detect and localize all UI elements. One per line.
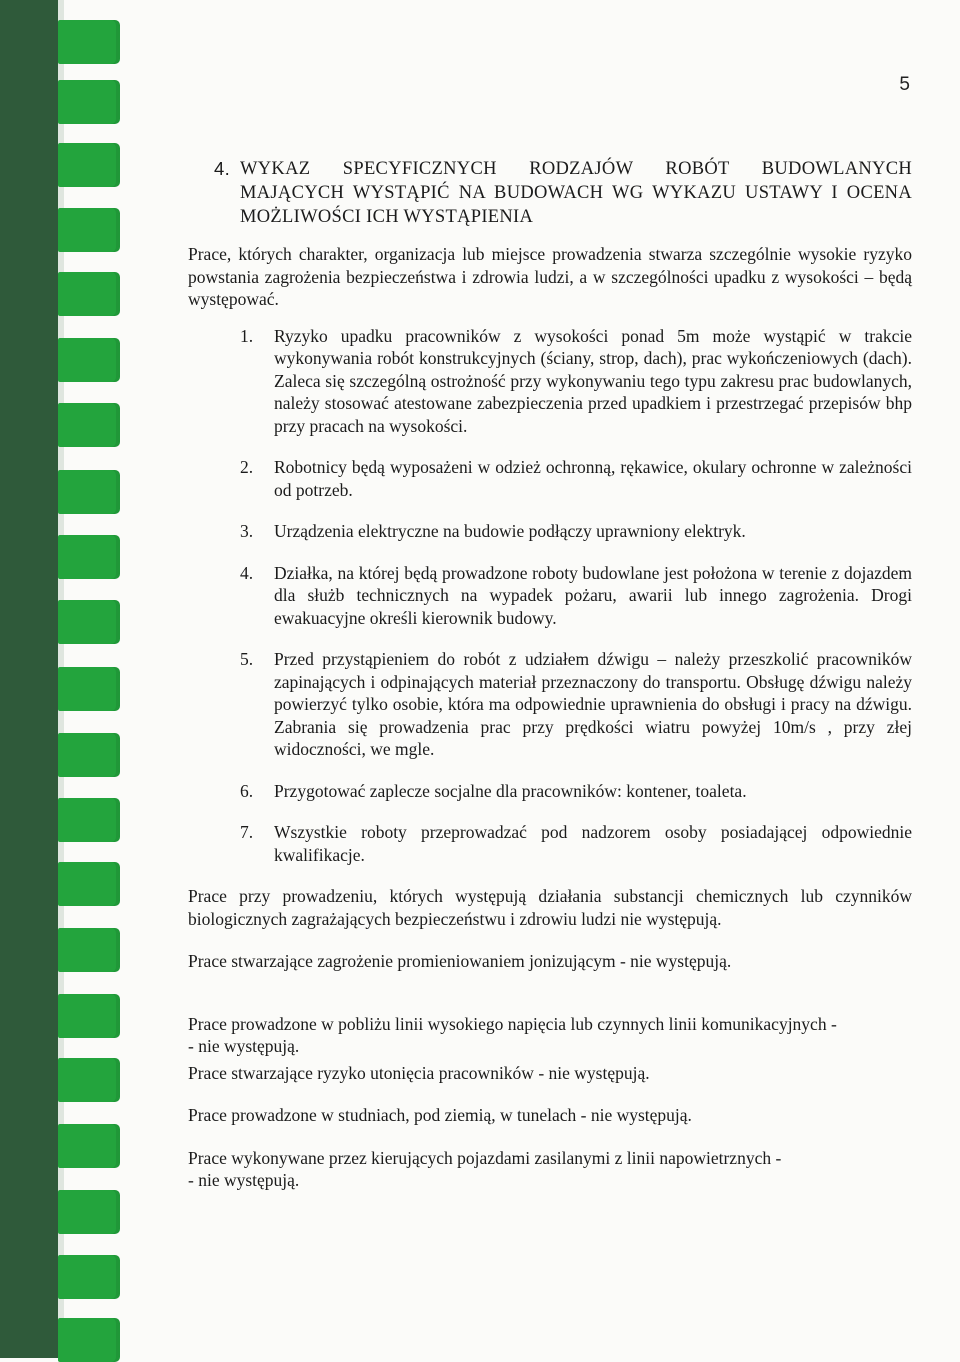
intro-paragraph: Prace, których charakter, organizacja lub miejsce prowadzenia stwarza szczególnie wysokie ryzyko powstania zagrożenia bezpieczeństwa i zdrowia ludzi, a w szczególności upadku z wysokości – będą występować. (188, 244, 912, 309)
vehicles-paragraph (188, 1147, 912, 1192)
list-item-text: Przygotować zaplecze socjalne dla pracowników: kontener, toaleta. (274, 780, 747, 801)
binding-tooth (58, 1190, 120, 1234)
list-item-number: 4. (240, 562, 254, 583)
binding-tooth (58, 80, 120, 124)
binding-tooth (58, 667, 120, 711)
power-lines-paragraph (188, 1013, 912, 1058)
binding-tooth (58, 20, 120, 64)
list-item-text: Działka, na której będą prowadzone roboty budowlane jest położona w terenie z dojazdem dla służb technicznych na wypadek pożaru, awarii lub innego zagrożenia. Drogi ewakuacyjne określi kierownik budowy. (274, 562, 912, 628)
binding-tooth (58, 862, 120, 906)
power-lines-line: Prace prowadzone w pobliżu linii wysokiego napięcia lub czynnych linii komunikacyjnych - (188, 1013, 837, 1034)
drowning-hazard-paragraph: Prace stwarzające ryzyko utonięcia pracowników - nie występują. (188, 1062, 650, 1083)
list-item (240, 821, 912, 866)
underground-work-paragraph: Prace prowadzone w studniach, pod ziemią, w tunelach - nie występują. (188, 1105, 692, 1125)
list-item-number: 1. (240, 325, 254, 346)
binding-tooth (58, 1058, 120, 1102)
binding-tooth (58, 798, 120, 842)
list-item (240, 520, 912, 543)
binding-tooth (58, 994, 120, 1038)
list-item-number: 3. (240, 521, 254, 541)
list-item (240, 562, 912, 630)
heading-line: MOŻLIWOŚCI ICH WYSTĄPIENIA (240, 207, 534, 227)
page-number: 5 (899, 74, 910, 95)
binding-tooth (58, 1124, 120, 1168)
binding-tooth (58, 733, 120, 777)
list-item-text: Ryzyko upadku pracowników z wysokości ponad 5m może wystąpić w trakcie wykonywania robót konstrukcyjnych (ściany, strop, dach), prac wykończeniowych (dach). Zaleca się szczególną ostrożność przy wykonywaniu tego typu zakresu prac budowlanych, należy stosować atestowane zabezpieczenia przed upadkiem i przestrzegać przepisów bhp przy pracach na wysokości. (274, 325, 912, 436)
list-item-number: 7. (240, 822, 254, 842)
heading-line: MAJĄCYCH WYSTĄPIĆ NA BUDOWACH WG WYKAZU USTAWY I OCENA (240, 183, 912, 203)
radiation-hazard-paragraph: Prace stwarzające zagrożenie promieniowaniem jonizującym - nie występują. (188, 951, 732, 971)
spiral-binding (0, 0, 140, 1358)
list-item (240, 780, 912, 803)
binding-tooth (58, 338, 120, 382)
binding-tooth (58, 470, 120, 514)
binding-strip (0, 0, 58, 1358)
binding-tooth (58, 600, 120, 644)
list-item (240, 325, 912, 438)
list-item-number: 6. (240, 780, 254, 801)
binding-tooth (58, 928, 120, 972)
document-body (188, 157, 912, 1212)
list-item-number: 2. (240, 457, 254, 477)
binding-tooth (58, 208, 120, 252)
list-item-text: Urządzenia elektryczne na budowie podłączy uprawniony elektryk. (274, 521, 746, 541)
heading-line: WYKAZ SPECYFICZNYCH RODZAJÓW ROBÓT BUDOWLANYCH (240, 159, 912, 179)
list-item-text: Przed przystąpieniem do robót z udziałem dźwigu – należy przeszkolić pracowników zapinających i odpinających materiał przeznaczony do transportu. Obsługę dźwigu należy powierzyć tylko osobie, która ma odpowiednie uprawnienia do obsługi i pracy na dźwigu. Zabrania się prowadzenia prac przy prędkości wiatru powyżej 10m/s , przy złej widoczności, we mgle. (274, 649, 912, 759)
vehicles-line: Prace wykonywane przez kierujących pojazdami zasilanymi z linii napowietrznych - (188, 1147, 782, 1168)
binding-tooth (58, 272, 120, 316)
binding-tooth (58, 1318, 120, 1362)
section-heading (214, 157, 912, 229)
binding-tooth (58, 403, 120, 447)
binding-tooth (58, 143, 120, 187)
section-number: 4. (214, 158, 231, 179)
binding-tooth (58, 1255, 120, 1299)
power-lines-line: - nie występują. (188, 1036, 300, 1056)
vehicles-line: - nie występują. (188, 1170, 300, 1190)
list-item (240, 648, 912, 761)
list-item (240, 456, 912, 501)
binding-tooth (58, 535, 120, 579)
list-item-text: Robotnicy będą wyposażeni w odzież ochronną, rękawice, okulary ochronne w zależności od potrzeb. (274, 457, 912, 500)
chemical-hazard-paragraph: Prace przy prowadzeniu, których występują działania substancji chemicznych lub czynników biologicznych zagrażających bezpieczeństwu i zdrowiu ludzi nie występują. (188, 886, 912, 929)
list-item-text: Wszystkie roboty przeprowadzać pod nadzorem osoby posiadającej odpowiednie kwalifikacje. (274, 822, 912, 865)
list-item-number: 5. (240, 649, 254, 669)
risk-list (188, 325, 912, 867)
